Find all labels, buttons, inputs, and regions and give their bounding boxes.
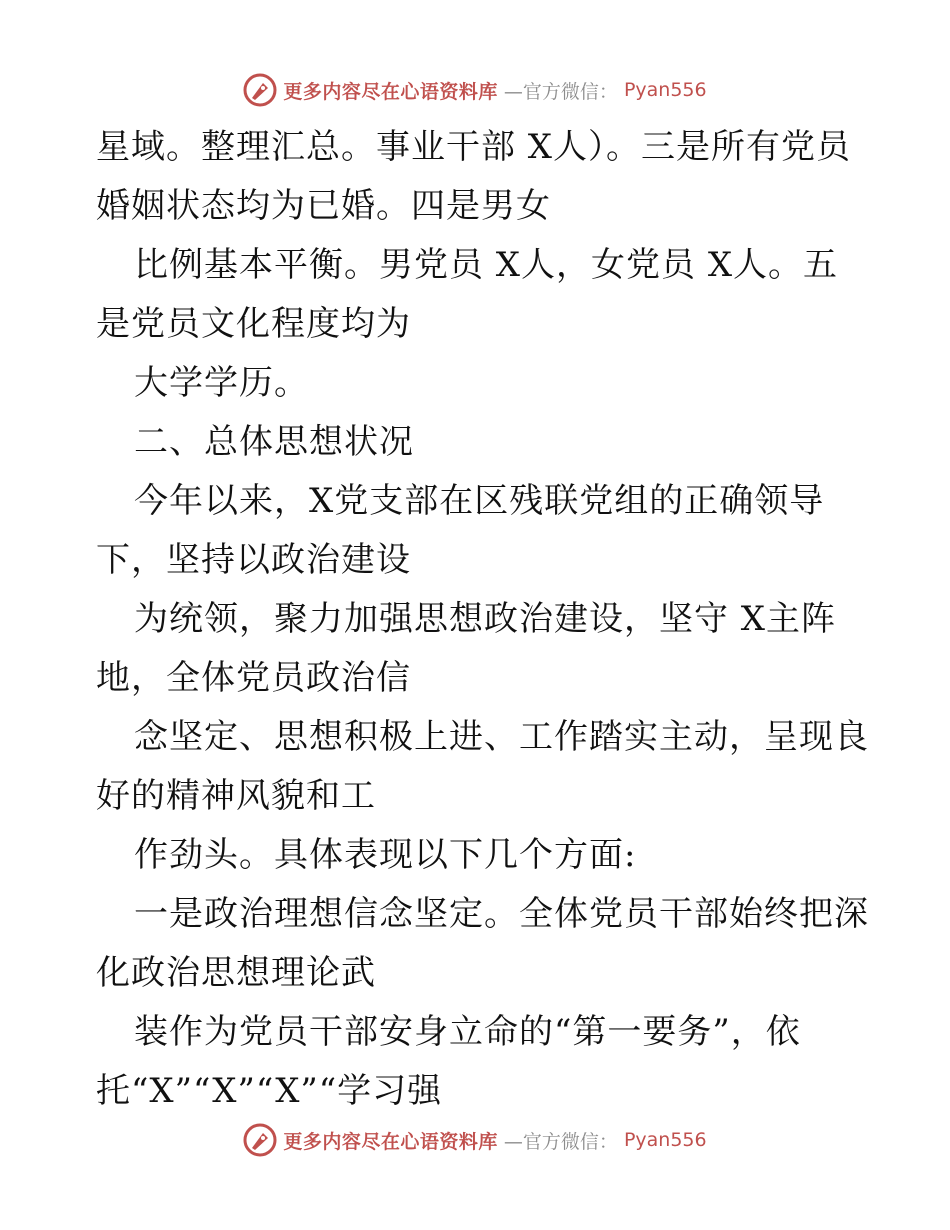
header-watermark [0,70,950,110]
text-line: 下，坚持以政治建设 [96,540,411,580]
text-line: 好的精神风貌和工 [96,776,376,816]
watermark-text: 更多内容尽在心语资料库 [283,1130,498,1153]
watermark-account: Pyan556 [623,79,707,101]
text-line: 婚姻状态均为已婚。四是男女 [96,186,551,226]
text-line: 装作为党员干部安身立命的“第一要务”，依 [134,1012,801,1052]
text-line: 比例基本平衡。男党员 X人，女党员 X人。五 [134,245,839,285]
watermark-separator: —官方微信： [503,1130,618,1153]
watermark-separator: —官方微信： [503,80,618,103]
text-line: 今年以来，X党支部在区残联党组的正确领导 [134,481,825,521]
text-line: 化政治思想理论武 [96,953,376,993]
text-line: 为统领，聚力加强思想政治建设，坚守 X主阵 [134,599,837,639]
text-line: 作劲头。具体表现以下几个方面: [134,835,637,875]
text-line: 一是政治理想信念坚定。全体党员干部始终把深 [134,894,869,934]
watermark-text: 更多内容尽在心语资料库 [283,80,498,103]
section-heading: 二、总体思想状况 [134,422,414,462]
document-body [96,118,869,1121]
pen-nib-logo-icon [243,73,277,107]
text-line: 地，全体党员政治信 [96,658,411,698]
text-line: 念坚定、思想积极上进、工作踏实主动，呈现良 [134,717,869,757]
text-line: 大学学历。 [134,363,309,403]
pen-nib-logo-icon [243,1123,277,1157]
text-line: 是党员文化程度均为 [96,304,411,344]
text-line: 星域。整理汇总。事业干部 X人）。三是所有党员 [96,127,852,167]
text-line: 托“X”“X”“X”“学习强 [96,1071,443,1111]
footer-watermark [0,1120,950,1160]
watermark-account: Pyan556 [623,1129,707,1151]
